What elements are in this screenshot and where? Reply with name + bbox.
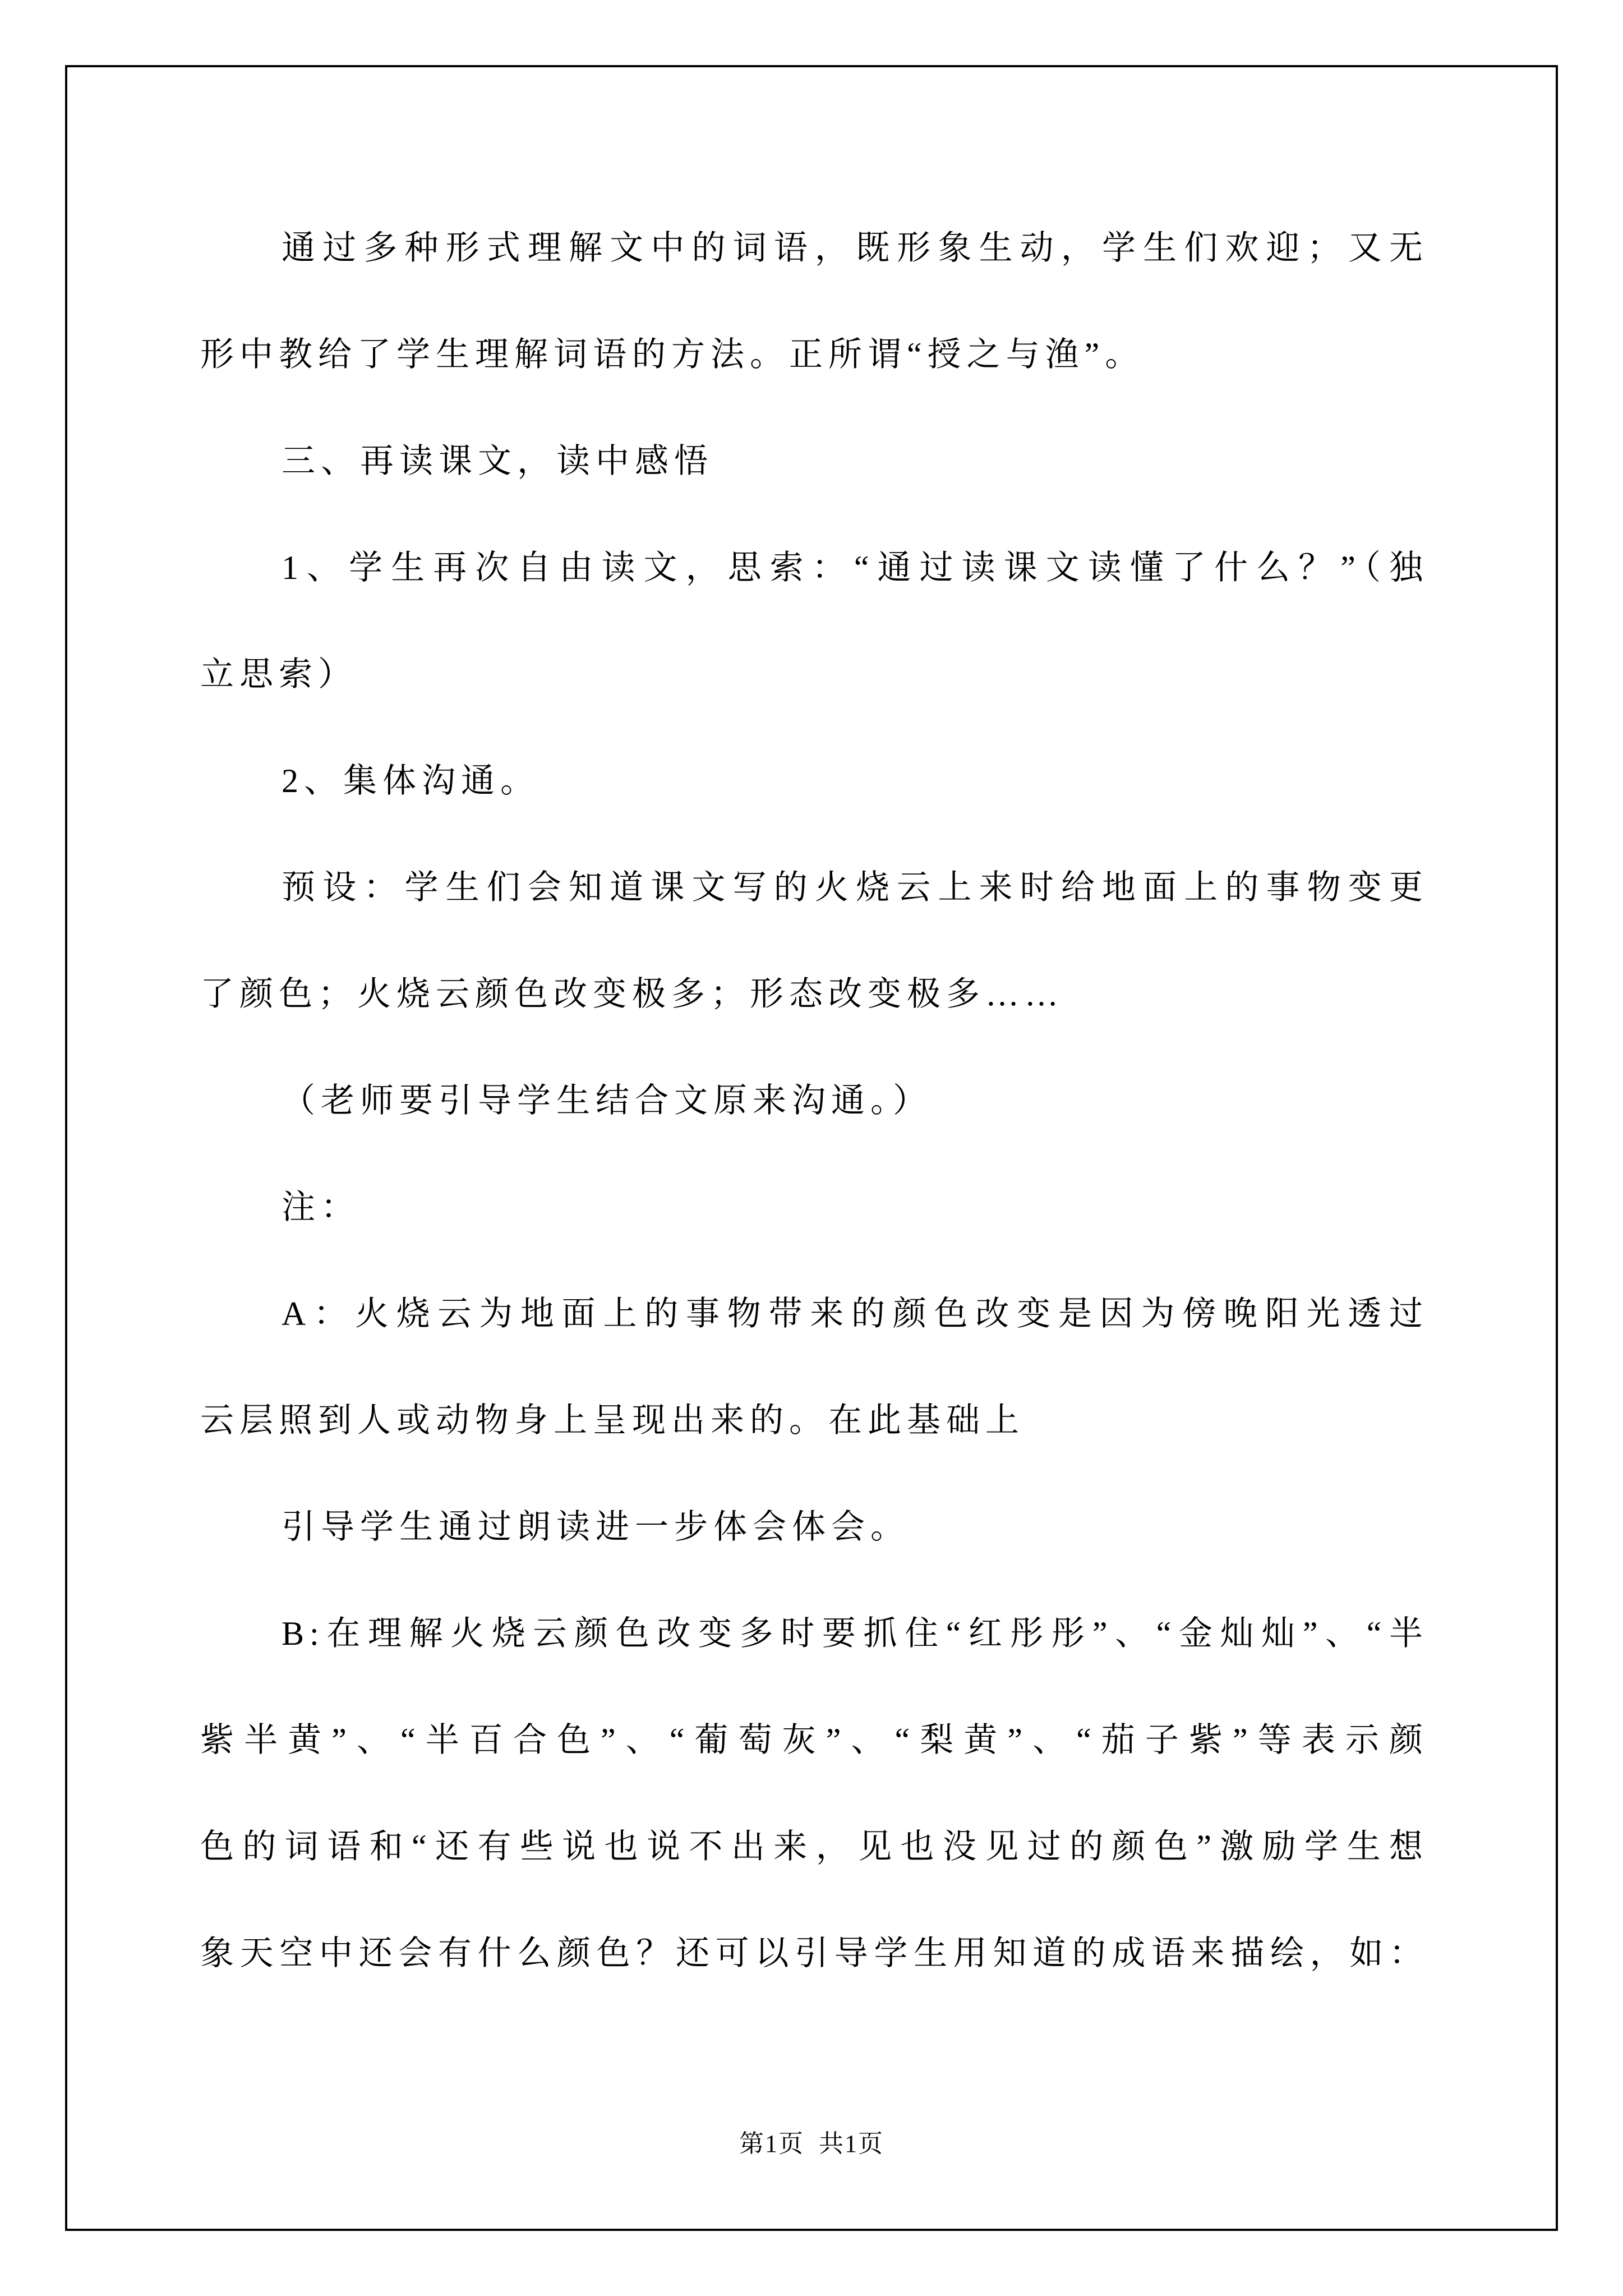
- text-line: 通过多种形式理解文中的词语，既形象生动，学生们欢迎；又无: [282, 229, 1428, 266]
- page-footer: 第1页 共1页: [739, 2130, 884, 2157]
- text-line: 形中教给了学生理解词语的方法。正所谓“授之与渔”。: [200, 336, 1145, 373]
- text-line: 引导学生通过朗读进一步体会体会。: [282, 1508, 910, 1545]
- text-line: 色的词语和“还有些说也说不出来，见也没见过的颜色”激励学生想: [200, 1828, 1428, 1865]
- text-line: 注：: [282, 1189, 360, 1226]
- text-line: 云层照到人或动物身上呈现出来的。在此基础上: [200, 1402, 1025, 1439]
- text-line: 紫半黄”、“半百合色”、“葡萄灰”、“梨黄”、“茄子紫”等表示颜: [200, 1722, 1428, 1759]
- text-line: 三、再读课文，读中感悟: [282, 443, 713, 480]
- text-line: B:在理解火烧云颜色改变多时要抓住“红彤彤”、“金灿灿”、“半: [282, 1615, 1428, 1652]
- text-line: 立思索）: [200, 656, 357, 693]
- text-line: 了颜色；火烧云颜色改变极多；形态改变极多……: [200, 976, 1064, 1013]
- text-line: 2、集体沟通。: [282, 762, 540, 799]
- text-line: 象天空中还会有什么颜色？还可以引导学生用知道的成语来描绘，如：: [200, 1935, 1428, 1972]
- text-block: [200, 195, 1428, 2007]
- text-line: 预设：学生们会知道课文写的火烧云上来时给地面上的事物变更: [282, 869, 1428, 906]
- text-line: A：火烧云为地面上的事物带来的颜色改变是因为傍晚阳光透过: [282, 1295, 1428, 1332]
- text-line: 1、学生再次自由读文，思索：“通过读课文读懂了什么？”（独: [282, 549, 1428, 586]
- text-line: （老师要引导学生结合文原来沟通。）: [282, 1082, 932, 1119]
